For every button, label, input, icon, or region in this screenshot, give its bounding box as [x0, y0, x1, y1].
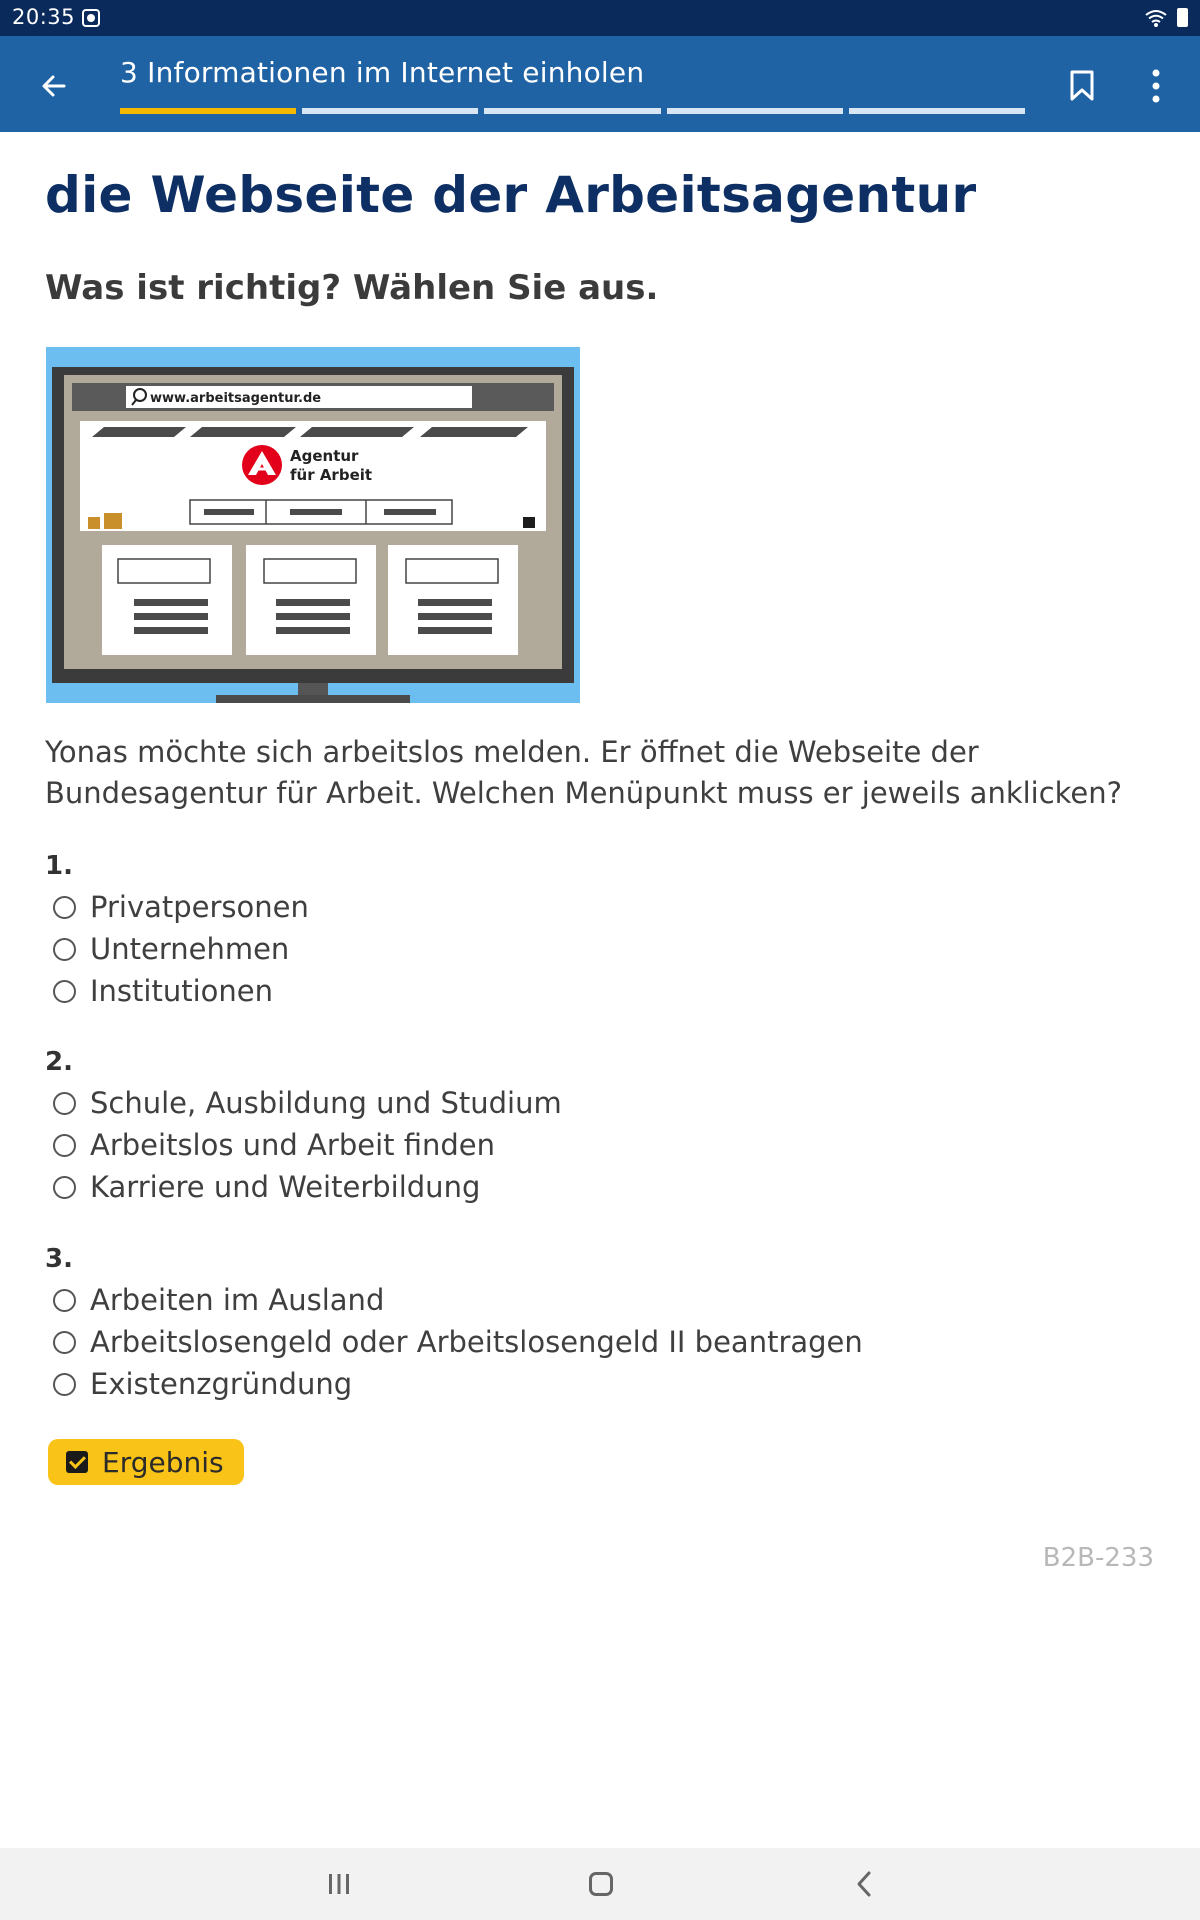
status-bar [0, 0, 1200, 36]
radio-button[interactable] [53, 1373, 76, 1396]
answer-option[interactable] [45, 1321, 1045, 1363]
app-bar [0, 36, 1200, 132]
radio-button[interactable] [53, 1331, 76, 1354]
more-options-button[interactable] [1134, 62, 1178, 110]
exercise-code: B2B-233 [1042, 1543, 1154, 1573]
option-label: Privatpersonen [90, 890, 309, 924]
battery-icon [1177, 8, 1188, 27]
illustration-logo-line2: für Arbeit [290, 466, 373, 484]
progress-step [120, 108, 296, 114]
lesson-progress [120, 108, 1025, 116]
option-label: Unternehmen [90, 932, 290, 966]
option-label: Institutionen [90, 974, 273, 1008]
system-nav-bar [0, 1848, 1200, 1920]
radio-button[interactable] [53, 980, 76, 1003]
progress-step [302, 108, 478, 114]
bookmark-icon [1069, 70, 1095, 102]
option-label: Arbeiten im Ausland [90, 1283, 385, 1317]
answer-option[interactable] [45, 1279, 1045, 1321]
radio-button[interactable] [53, 1092, 76, 1115]
app-bar-title: 3 Informationen im Internet einholen [120, 56, 645, 89]
website-illustration [46, 347, 580, 703]
instruction: Was ist richtig? Wählen Sie aus. [45, 268, 659, 308]
option-label: Existenzgründung [90, 1367, 353, 1401]
question-1 [45, 846, 1045, 1012]
nav-back-button[interactable] [854, 1870, 874, 1898]
radio-button[interactable] [53, 1176, 76, 1199]
option-label: Schule, Ausbildung und Studium [90, 1086, 562, 1120]
status-time: 20:35 [12, 5, 76, 29]
progress-step [849, 108, 1025, 114]
question-3 [45, 1239, 1045, 1405]
question-number: 3. [45, 1244, 73, 1274]
home-button[interactable] [589, 1872, 613, 1896]
more-vertical-icon [1151, 69, 1161, 103]
answer-option[interactable] [45, 970, 1045, 1012]
back-button[interactable] [30, 62, 78, 110]
bookmark-button[interactable] [1058, 62, 1106, 110]
question-number: 2. [45, 1047, 73, 1077]
answer-option[interactable] [45, 1124, 1045, 1166]
answer-option[interactable] [45, 1166, 1045, 1208]
progress-step [484, 108, 660, 114]
radio-button[interactable] [53, 896, 76, 919]
question-number: 1. [45, 851, 73, 881]
option-label: Arbeitslosengeld oder Arbeitslosengeld II beantragen [90, 1325, 863, 1359]
result-button[interactable] [48, 1439, 244, 1485]
question-text: Yonas möchte sich arbeitslos melden. Er öffnet die Webseite der Bundesagentur für Arbeit. Welchen Menüpunkt muss er jeweils anklicken? [45, 735, 1123, 810]
option-label: Karriere und Weiterbildung [90, 1170, 481, 1204]
radio-button[interactable] [53, 1134, 76, 1157]
answer-option[interactable] [45, 1082, 1045, 1124]
notification-icon [82, 9, 100, 27]
question-2 [45, 1042, 1045, 1208]
radio-button[interactable] [53, 1289, 76, 1312]
option-label: Arbeitslos und Arbeit finden [90, 1128, 495, 1162]
illustration-url: www.arbeitsagentur.de [150, 391, 322, 406]
answer-option[interactable] [45, 1363, 1045, 1405]
result-button-label: Ergebnis [102, 1445, 224, 1479]
progress-step [667, 108, 843, 114]
answer-option[interactable] [45, 928, 1045, 970]
page-title: die Webseite der Arbeitsagentur [45, 166, 977, 224]
illustration-logo-line1: Agentur [290, 447, 359, 465]
arrow-left-icon [40, 72, 68, 100]
checkbox-checked-icon [66, 1451, 88, 1473]
radio-button[interactable] [53, 938, 76, 961]
answer-option[interactable] [45, 886, 1045, 928]
recent-apps-button[interactable] [325, 1872, 353, 1896]
wifi-icon [1144, 8, 1168, 28]
